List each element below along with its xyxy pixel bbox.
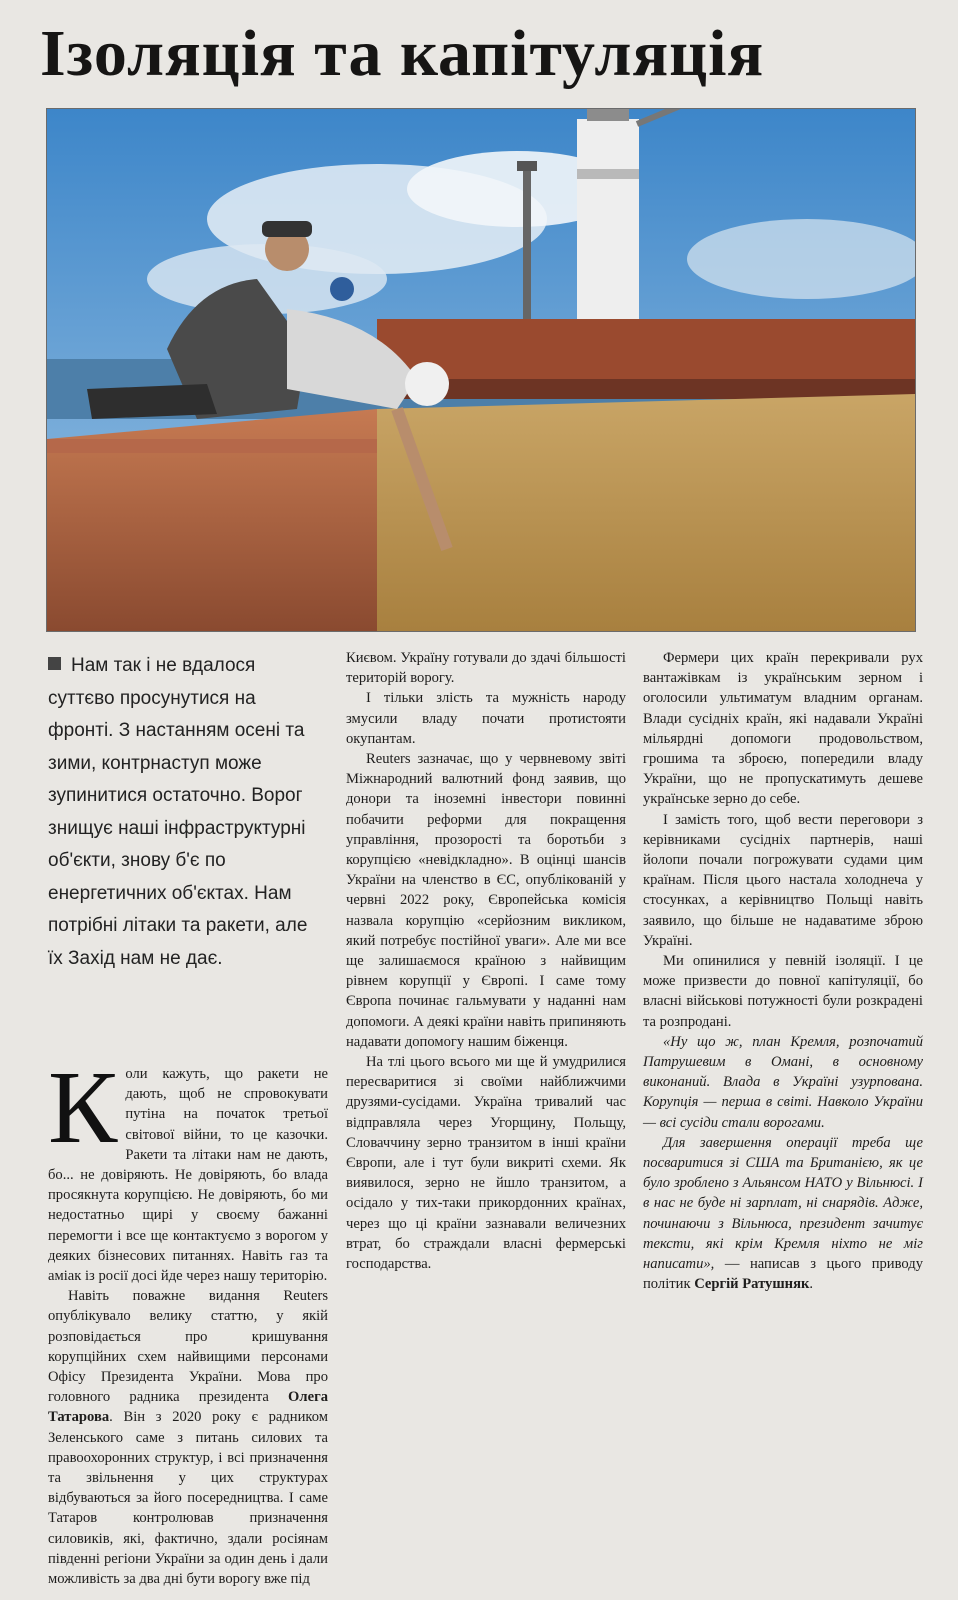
quote-paragraph: «Ну що ж, план Кремля, розпочатий Патрушевим в Омані, в основному виконаний. Влада в Україні узурпована. Корупція — перша в світі. Навколо України — всі сусіди стали ворогами. [643, 1033, 923, 1131]
article-column-1 [48, 1050, 328, 1589]
body-paragraph: На тлі цього всього ми ще й умудрилися пересваритися зі своїми найближчими друзями-сусідами. Україна тривалий час відправляла через Угорщину, Польщу, Словаччину зерно транзитом в інші країни Європи, але і тут були викриті схеми. Як виявилося, зерно не йшло транзитом, а осідало у тих-таки прикордонних країнах, через що ці країни зазнавали величезних втрат, бо страждали власні фермерські господарства. [346, 1054, 626, 1273]
quote-attribution: — написав з цього приводу політик [643, 1256, 923, 1293]
body-paragraph: оли кажуть, що ракети не дають, щоб не спровокувати путіна на початок третьої світової війни, то це казочки. Ракети та літаки нам не дають, бо... не довіряють. Не довіряють, бо влада просякнута корупцією. Не довіряють, бо ми недостатньо щирі у своєму бажанні перемогти і все ще контактуємо з ворогом у деяких бізнесових питаннях. Навіть газ та аміак із росії досі йде через нашу територію. [48, 1066, 328, 1285]
lead-paragraph [48, 650, 326, 975]
body-paragraph: Ми опинилися у певній ізоляції. І це може призвести до повної капітуляції, бо власні військові потужності були розкрадені та розпродані. [643, 953, 923, 1030]
article-column-2 [346, 648, 626, 1274]
author-name: Сергій Ратушняк [694, 1276, 810, 1293]
body-paragraph-cont: . Він з 2020 року є радником Зеленського саме з питань силових та правоохоронних структур, і всі призначення та звільнення у цих структурах відбуваються за його посередництва. І саме Татаров контролював призначення силовиків, які, фактично, здали росіянам південні регіони України за один день і дали можливість за два дні бути ворогу вже під [48, 1409, 328, 1588]
body-paragraph: Reuters зазначає, що у червневому звіті Міжнародний валютний фонд заявив, що донори та іноземні інвестори повинні побачити реформи для покращення управління, прозорості та боротьби з корупцією «невідкладно». В оцінці шансів України на членство в ЄС, опублікованій у червні 2022 року, Європейська комісія назвала корупцію «серйозним викликом, який потребує постійної уваги». Але ми все ще залишаємося країною з найвищим рівнем корупції у Європі. І саме тому Європа починає гальмувати у наданні нам допомоги. А деякі країни навіть припиняють надавати допомогу нашим біженця. [346, 751, 626, 1050]
photo-icon [47, 109, 915, 631]
article-column-3 [643, 648, 923, 1295]
news-photo [46, 108, 916, 632]
quote-paragraph: Для завершення операції треба ще посваритися зі США та Британією, як це було зроблено з Альянсом НАТО у Вільнюсі. І в нас не буде ні зарплат, ні снарядів. Адже, починаючи з Вільнюса, президент зачитує тексти, які крім Кремля ніхто не міг написати», [643, 1134, 923, 1273]
sentence-end: . [809, 1276, 814, 1293]
dropcap: К [48, 1050, 118, 1165]
lead-text: Нам так і не вдалося суттєво просунутися на фронті. З настанням осені та зими, контрнаступ може зупинитися остаточно. Ворог знищує наші інфраструктурні об'єкти, знову б'є по енергетичних об'єктах. Нам потрібні літаки та ракети, але їх Захід нам не дає. [48, 655, 308, 969]
body-paragraph: Фермери цих країн перекривали рух вантажівкам із українським зерном і оголосили ультиматум владним органам. Влади сусідніх країн, які надавали Україні мільярдні допомоги продовольством, грошима та зброєю, попередили владу України, що не пропускатимуть дешеве українське зерно до себе. [643, 650, 923, 808]
person-name: Олега Татарова [48, 1389, 328, 1426]
body-paragraph: Навіть поважне видання Reuters опублікувало велику статтю, у якій розповідається про кришування корупційних схем найвищими персонами Офісу Президента України. Мова про головного радника президента [48, 1288, 328, 1406]
body-paragraph-cont: Києвом. Україну готували до здачі більшості територій ворогу. [346, 650, 626, 687]
headline: Ізоляція та капітуляція [40, 17, 765, 90]
body-paragraph: І замість того, щоб вести переговори з керівниками сусідніх партнерів, наші йолопи почали погрожувати судами цим країнам. Після цього настала холоднеча у стосунках, а керівництво Польщі навіть заявило, що більше не надаватиме зброю Україні. [643, 811, 923, 949]
body-paragraph: І тільки злість та мужність народу змусили владу почати протистояти окупантам. [346, 690, 626, 747]
bullet-square-icon [48, 657, 61, 670]
